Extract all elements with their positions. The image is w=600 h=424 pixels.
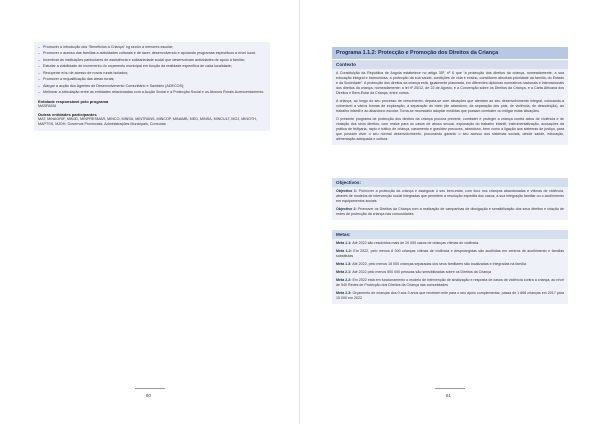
objective-text: Promover a protecção da criança e assegurar o seu bem-estar, com foco nos crianças abandonadas e vítimas de violência, através de modelos de intervenção social integradas que permitem a resolução expedita dos casos, a sua integração familiar ou o acolhimento em equipamentos sociais bbox=[336, 189, 564, 203]
meta-text: Orçamento de crianças dos 0 aos 3 anos que recebem leite para o seu apoio complementar, passa de 1 868 crianças em 2017 para 15 000 em 2022 bbox=[336, 291, 564, 300]
context-paragraph: A Constituição da República de Angola estabelece no artigo 35º, nº 6 que “a protecção dos direitos da criança, nomeadamente, a sua educação integral e harmoniosa, a protecção da sua saúde, condições de vida e ensino, constituem absoluta prioridade da família, do Estado e da Sociedade”. A protecção dos direitos da criança está, igualmente plasmada, em diferentes diplomas normativos nacionais e internacionais dos direitos da criança, nomeadamente: a lei nº 25/12, de 22 de Agosto, e a Convenção sobre os Direitos da Criança, e a Carta Africana dos Direitos e Bem-Estar da Criança, entre outros. bbox=[336, 71, 564, 95]
meta-label: Meta 2.2: bbox=[336, 278, 352, 282]
meta-label: Meta 1.2: bbox=[336, 249, 352, 253]
meta-text: Até 2022 são resolvidos mais de 20 000 casos de crianças vítimas de violência bbox=[352, 241, 479, 245]
context-paragraph: A criança, ao longo do seu processo de crescimento, depara-se com situações que atentam ao seu desenvolvimento integral, colocando-a vulnerável a vários formas de exploração, à separação do meio (de abandono, da separação dos pais, de violência, de desnutrição), ao trabalho infantil e ao abandono escolar. Torna-se necessário adoptar medidas que possam combater ou mitigar estas situações. bbox=[336, 99, 564, 113]
objective-item bbox=[336, 207, 564, 217]
list-item: – Incentivar as instituições particulares de assistência e solidariedade social que desenvolvam actividades de apoio à família; bbox=[38, 57, 245, 62]
objective-item bbox=[336, 189, 564, 204]
responsible-entity-value: MASFAMU bbox=[38, 103, 57, 108]
list-item-text: Promover a requalificação das áreas rurais; bbox=[43, 77, 115, 82]
meta-text: Em 2022, pelo menos 8 000 crianças vítimas de violência e desprotegidas são acolhidas em centros de acolhimento e famílias substitutas bbox=[336, 249, 564, 258]
meta-text: Até 2022, pelo menos 15 000 crianças separadas dos seus familiares são localizadas e integradas na família bbox=[352, 262, 527, 266]
meta-item bbox=[336, 262, 564, 267]
objectives-body bbox=[332, 187, 568, 220]
other-entities-value: MAT, MINAGRIF, MINJD, MINPRESMAR, MINCO, MINSA, MINTRANS, MINCOP, MINAMB, MED, MINSA, MINCULT, MOJ, MINOTH, MAPTSS, MJDH, Governos Provinciais, Administrações Municipais, Comunas bbox=[38, 116, 257, 126]
objective-label: Objectivo 1: bbox=[336, 189, 358, 193]
list-item-text: Promover o acesso das famílias a actividades culturais e de lazer, desenvolvendo e apoiando programas específicos a nível local; bbox=[43, 51, 256, 56]
page-number-right: 81 bbox=[446, 393, 451, 398]
metas-heading: Metas: bbox=[332, 230, 568, 239]
list-item: – Promover a introdução dos “Benefícios à Criança” ng sector a menores escolar; bbox=[38, 45, 174, 49]
other-entities-heading: Outras entidades participantes bbox=[38, 111, 97, 117]
meta-item bbox=[336, 249, 564, 259]
objectives-heading: Objectivos: bbox=[332, 178, 568, 187]
meta-item bbox=[336, 241, 564, 246]
meta-item bbox=[336, 291, 564, 301]
list-item: – Promover o acesso das famílias a actividades culturais e de lazer, desenvolvendo e apoiando programas específicos a nível local; bbox=[38, 51, 256, 56]
program-title: Programa 1.1.2: Protecção e Promoção dos Direitos da Criança bbox=[332, 47, 568, 59]
list-item-text: Melhorar a articulação entre as entidades relacionadas com a Acção Social e a Protecção Social e os Abonos Rurais Acrescentamento. bbox=[43, 90, 265, 95]
list-item: – Recuperar e/ou de acesso de novos rurais isolados; bbox=[38, 70, 129, 75]
objective-label: Objectivo 2: bbox=[336, 207, 357, 211]
metas-body bbox=[332, 239, 568, 304]
footer-rule-left bbox=[135, 388, 165, 389]
context-paragraph: O presente programa de protecção dos direitos da criança procura prevenir, combater e proteger a criança contra actos de violência e de violação dos seus direitos, com realce para os casos de abuso sexual, exploração do trabalho infantil, instrumentalização, acusações da prática de feitiçaria, rapto e tráfico de criança, casamento e gravidez precoces, abandono, bem como a ligação aos sistemas de justiça, para que possam viver o seu normal desenvolvimento, procurando garantir o seu acesso aos sistemas sociais, desde saúde, educação, alimentação adequada e cultura. bbox=[336, 117, 564, 141]
list-item: – Promover a requalificação das áreas rurais; bbox=[38, 77, 115, 82]
meta-label: Meta 1.1: bbox=[336, 241, 352, 245]
left-content-box bbox=[34, 42, 270, 131]
list-item-text: Alargar a acção dos Agentes de Desenvolvimento Comunitário e Sanitário (ADECOS); bbox=[43, 83, 185, 88]
meta-item bbox=[336, 278, 564, 288]
list-item: – Melhorar a articulação entre as entidades relacionadas com a Acção Social e a Protecção Social e os Abonos Rurais Acrescentamento. bbox=[38, 90, 265, 95]
measures-list bbox=[38, 45, 266, 96]
list-item-text: Promover a introdução dos “Benefícios à Criança” ng sector a menores escolar; bbox=[43, 45, 174, 49]
meta-text: Até 2022 pelo menos 500 000 pessoas são sensibilizadas sobre os Direitos da Criança bbox=[352, 270, 492, 274]
list-item: – Estudar a viabilidade de incremento do orçamento municipal em função da realidade específica de cada localidade; bbox=[38, 64, 232, 69]
list-item-text: Incentivar as instituições particulares de assistência e solidariedade social que desenvolvam actividades de apoio à família; bbox=[43, 57, 245, 62]
page-number-left: 80 bbox=[146, 393, 151, 398]
list-item-text: Recuperar e/ou de acesso de novos rurais isolados; bbox=[43, 70, 129, 75]
objective-text: Promover os Direitos da Criança com a realização de campanhas de divulgação e sensibilização dos seus direitos e criação de redes de protecção da criança nas comunidades bbox=[336, 207, 564, 216]
context-heading: Contexto bbox=[332, 60, 568, 69]
responsible-entity-heading: Entidade responsável pelo programa bbox=[38, 98, 109, 104]
meta-label: Meta 1.3: bbox=[336, 262, 352, 266]
context-body bbox=[332, 69, 568, 145]
meta-text: Em 2022 está em funcionamento o modelo de intervenção de sinalização e resposta de casos de violência contra a criança, ao nível de 540 Redes de Protecção dos Direitos da Criança nas comunidades bbox=[336, 278, 564, 287]
meta-item bbox=[336, 270, 564, 275]
list-item: – Alargar a acção dos Agentes de Desenvolvimento Comunitário e Sanitário (ADECOS); bbox=[38, 83, 185, 88]
list-item-text: Estudar a viabilidade de incremento do orçamento municipal em função da realidade específica de cada localidade; bbox=[43, 64, 232, 69]
meta-label: Meta 2.3: bbox=[336, 291, 352, 295]
footer-rule-right bbox=[435, 388, 465, 389]
meta-label: Meta 2.1: bbox=[336, 270, 352, 274]
